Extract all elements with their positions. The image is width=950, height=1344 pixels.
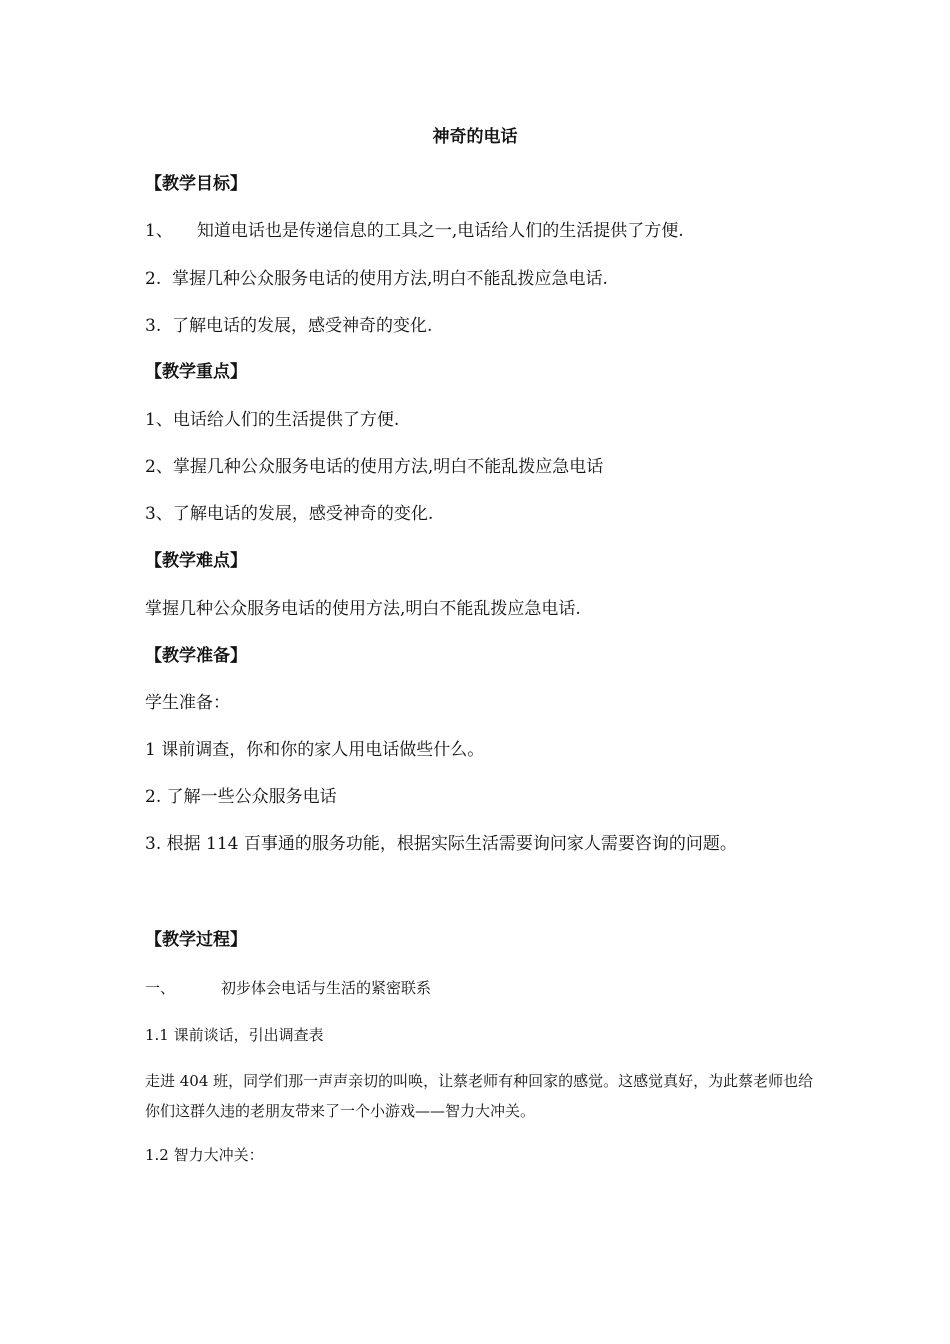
key-points-heading: 【教学重点】 — [145, 362, 247, 382]
document-title: 神奇的电话 — [432, 127, 518, 147]
goals-item-2 — [145, 268, 608, 290]
process-step-one-number: 一、 — [145, 979, 176, 997]
key-points-item-3: 3、了解电话的发展，感受神奇的变化. — [145, 504, 434, 524]
preparation-item-2: 2. 了解一些公众服务电话 — [145, 787, 337, 807]
goals-item-1 — [145, 220, 684, 242]
process-sub-1-2: 1.2 智力大冲关： — [145, 1146, 264, 1164]
preparation-intro: 学生准备： — [145, 693, 230, 713]
process-step-one — [145, 977, 431, 999]
process-heading: 【教学过程】 — [145, 930, 247, 950]
goals-heading: 【教学目标】 — [145, 174, 247, 194]
goals-item-3-text: 了解电话的发展，感受神奇的变化. — [172, 316, 433, 336]
preparation-item-3: 3. 根据 114 百事通的服务功能，根据实际生活需要询问家人需要咨询的问题。 — [145, 834, 737, 854]
difficulties-heading: 【教学难点】 — [145, 551, 247, 571]
goals-item-2-text: 掌握几种公众服务电话的使用方法,明白不能乱拨应急电话. — [172, 269, 608, 289]
preparation-heading: 【教学准备】 — [145, 646, 247, 666]
key-points-item-1: 1、电话给人们的生活提供了方便. — [145, 410, 400, 430]
difficulties-text: 掌握几种公众服务电话的使用方法,明白不能乱拨应急电话. — [145, 599, 581, 619]
goals-item-1-number: 1、 — [145, 221, 173, 241]
goals-item-3-number: 3. — [145, 316, 162, 336]
preparation-item-1: 1 课前调查，你和你的家人用电话做些什么。 — [145, 740, 485, 760]
key-points-item-2: 2、掌握几种公众服务电话的使用方法,明白不能乱拨应急电话 — [145, 457, 604, 477]
goals-item-1-text: 知道电话也是传递信息的工具之一,电话给人们的生活提供了方便. — [196, 221, 684, 241]
process-paragraph: 走进 404 班，同学们那一声声亲切的叫唤，让蔡老师有种回家的感觉。这感觉真好，为此蔡老师也给你们这群久违的老朋友带来了一个小游戏——智力大冲关。 — [145, 1072, 814, 1120]
process-step-one-text: 初步体会电话与生活的紧密联系 — [221, 979, 432, 997]
goals-item-3 — [145, 315, 432, 337]
goals-item-2-number: 2. — [145, 269, 162, 289]
process-sub-1-1: 1.1 课前谈话，引出调查表 — [145, 1026, 324, 1044]
